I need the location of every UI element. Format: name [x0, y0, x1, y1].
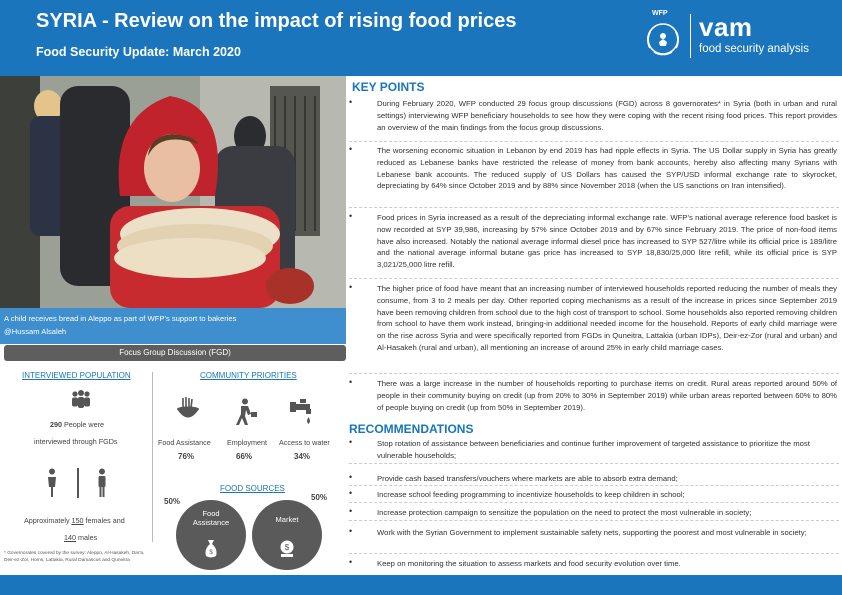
females-count: 150 — [71, 516, 84, 525]
bullet-icon: • — [349, 97, 353, 107]
footnote: * Governorates covered by the survey: Aleppo, Al-Hasakeh, Dar'a, Deir-ez-Zor, Homs, Lattakia, Rural Damascus and Quneitra — [4, 551, 145, 563]
interviewed-heading: INTERVIEWED POPULATION — [22, 371, 131, 380]
market-money-icon — [279, 539, 295, 559]
fgd-banner-label: Focus Group Discussion (FGD) — [119, 348, 231, 357]
bullet-icon: • — [349, 211, 353, 221]
males-count: 140 — [64, 533, 76, 542]
interviewed-line2: interviewed through FGDs — [34, 437, 118, 446]
food-bowl-icon — [175, 396, 201, 424]
recommendation-1: Stop rotation of assistance between beneficiaries and continue further improvement of targeted assistance to prioritize the most vulnerable households; — [377, 439, 810, 460]
interviewed-count-line — [50, 420, 104, 429]
wfp-logo-icon — [640, 8, 686, 58]
bullet-icon: • — [349, 488, 353, 498]
gender-divider — [77, 468, 79, 498]
page-footer — [0, 575, 842, 595]
recommendation-3: Increase school feeding programming to incentivize households to keep children in school; — [377, 490, 685, 499]
employment-worker-icon — [235, 398, 259, 426]
priority-pct-water: 34% — [294, 452, 311, 461]
gender-split-line1 — [24, 516, 125, 525]
male-icon — [97, 468, 107, 498]
market-label: Market — [275, 515, 299, 524]
recommendation-6: Keep on monitoring the situation to assess markets and food security evolution over time. — [377, 559, 681, 568]
market-circle — [252, 500, 322, 570]
separator — [349, 278, 839, 280]
recommendation-5: Work with the Syrian Government to implement sustainable safety nets, supporting the poorest and most vulnerable in society; — [377, 528, 807, 537]
photo-caption-text: A child receives bread in Aleppo as part of WFP’s support to bakeries — [4, 314, 237, 323]
females-prefix: Approximately — [24, 516, 70, 525]
recommendations-title: RECOMMENDATIONS — [349, 422, 474, 436]
interviewed-count: 290 — [50, 420, 62, 429]
page-subtitle: Food Security Update: March 2020 — [36, 45, 241, 59]
interviewed-line1: People were — [64, 420, 104, 429]
vam-logo: vam — [699, 12, 753, 42]
gender-split-line2 — [64, 533, 97, 542]
food-assistance-label-2: Assistance — [192, 518, 230, 527]
males-suffix: males — [78, 533, 98, 542]
recommendation-2: Provide cash based transfers/vouchers where markets are able to absorb extra demand; — [377, 474, 678, 483]
bullet-icon: • — [349, 557, 353, 567]
food-assistance-label-1: Food — [202, 509, 220, 518]
key-point-5: There was a large increase in the number of households reporting to purchase items on credit. Rural areas reported around 50% of people in their community buying on credit (up from 20% to 30% in September 2019) while urban areas reported between 60% to 80% of people buying on credit (up from 50% in September 2019). — [377, 379, 837, 412]
recommendation-4: Increase protection campaign to sensitize the population on the need to protect the most vulnerable in society; — [377, 508, 752, 517]
vam-tagline: food security analysis — [699, 43, 809, 55]
svg-text:$: $ — [284, 543, 290, 552]
bullet-icon: • — [349, 282, 353, 292]
food-assistance-label — [176, 509, 246, 527]
page-header — [0, 0, 842, 76]
food-assistance-pct: 50% — [164, 497, 181, 506]
svg-text:$: $ — [209, 550, 213, 556]
key-points-title: KEY POINTS — [352, 80, 425, 94]
key-point-1: During February 2020, WFP conducted 29 focus group discussions (FGD) across 8 governorates* in Syria (both in urban and rural settings) interviewing WFP beneficiary households to see how they were coping with the recent rising food prices. This report provides an overview of the main findings from the focus group discussions. — [377, 99, 837, 132]
separator — [349, 463, 839, 465]
bullet-icon: • — [349, 437, 353, 447]
fgd-banner — [4, 345, 346, 361]
bullet-icon: • — [349, 472, 353, 482]
priority-label-water: Access to water — [279, 438, 330, 447]
separator — [349, 502, 839, 504]
key-point-4: The higher price of food have meant that an increasing number of interviewed households reported reducing the number of meals they consume, from 3 to 2 meals per day. Other reported coping mechanisms as a result of the increase in prices since September 2019 have been removing children from school due to the high cost of transport to school. Some households also reported removing children from school to have them work instead, bringing-in additional needed income for the household. Reports of early child marriage were on the rise across Syria and were specifically reported from FGDs in Quneitra, Lattakia (urban IDPs), Deir-ez-Zor (rural and urban) and Al-Hasakeh (rural and urban), all mentioning an increase of around 25% in early child marriage cases. — [377, 284, 837, 352]
priority-pct-food: 76% — [178, 452, 195, 461]
separator — [349, 553, 839, 555]
column-divider — [152, 372, 153, 542]
key-point-3: Food prices in Syria increased as a result of the depreciating informal exchange rate. WFP’s national average reference food basket is now recorded at SYP 39,986, increasing by 57% since October 2019 and by 67% since February 2019. The price of non-food items have also increased. Notably the national average informal diesel price has increased to SYP 527/litre while its official price is 189/litre and the national average informal butane gas price has increased to SYP 18,830/25,000 litre refill, while its official price is SYP 3,021/25,000 litre refill. — [377, 213, 837, 270]
logo-divider — [690, 14, 691, 58]
page-title: SYRIA - Review on the impact of rising food prices — [36, 10, 517, 32]
females-suffix: females and — [85, 516, 125, 525]
separator — [349, 141, 839, 143]
bullet-icon: • — [349, 526, 353, 536]
bullet-icon: • — [349, 377, 353, 387]
cover-photo — [0, 76, 346, 308]
photo-credit: @Hussam Alsaleh — [4, 327, 67, 336]
food-sources-heading: FOOD SOURCES — [220, 484, 285, 493]
community-heading: COMMUNITY PRIORITIES — [200, 371, 297, 380]
bullet-icon: • — [349, 144, 353, 154]
separator — [349, 207, 839, 209]
bullet-icon: • — [349, 506, 353, 516]
separator — [349, 485, 839, 487]
photo-caption — [4, 312, 342, 338]
water-tap-icon — [289, 398, 315, 426]
wfp-wordmark: WFP — [652, 10, 668, 17]
key-point-2: The worsening economic situation in Lebanon by end 2019 has had ripple effects in Syria. The US Dollar supply in Syria has greatly reduced as Lebanese banks have restricted the release of money from bank accounts, hereby also affecting many Syrians with Lebanese bank accounts. The reduced supply of US Dollars has caused the SYP/USD informal exchange rate to skyrocket, depreciating by 64% since October 2019 and by 88% since November 2018 (when the US sanctions on Iran intensified). — [377, 146, 837, 191]
market-pct: 50% — [311, 493, 328, 502]
people-group-icon — [68, 390, 94, 410]
money-bag-icon — [204, 539, 218, 559]
female-icon — [47, 468, 57, 498]
priority-pct-employment: 66% — [236, 452, 253, 461]
priority-label-employment: Employment — [227, 438, 267, 447]
separator — [349, 373, 839, 375]
separator — [349, 520, 839, 522]
priority-label-food: Food Assistance — [158, 438, 211, 447]
